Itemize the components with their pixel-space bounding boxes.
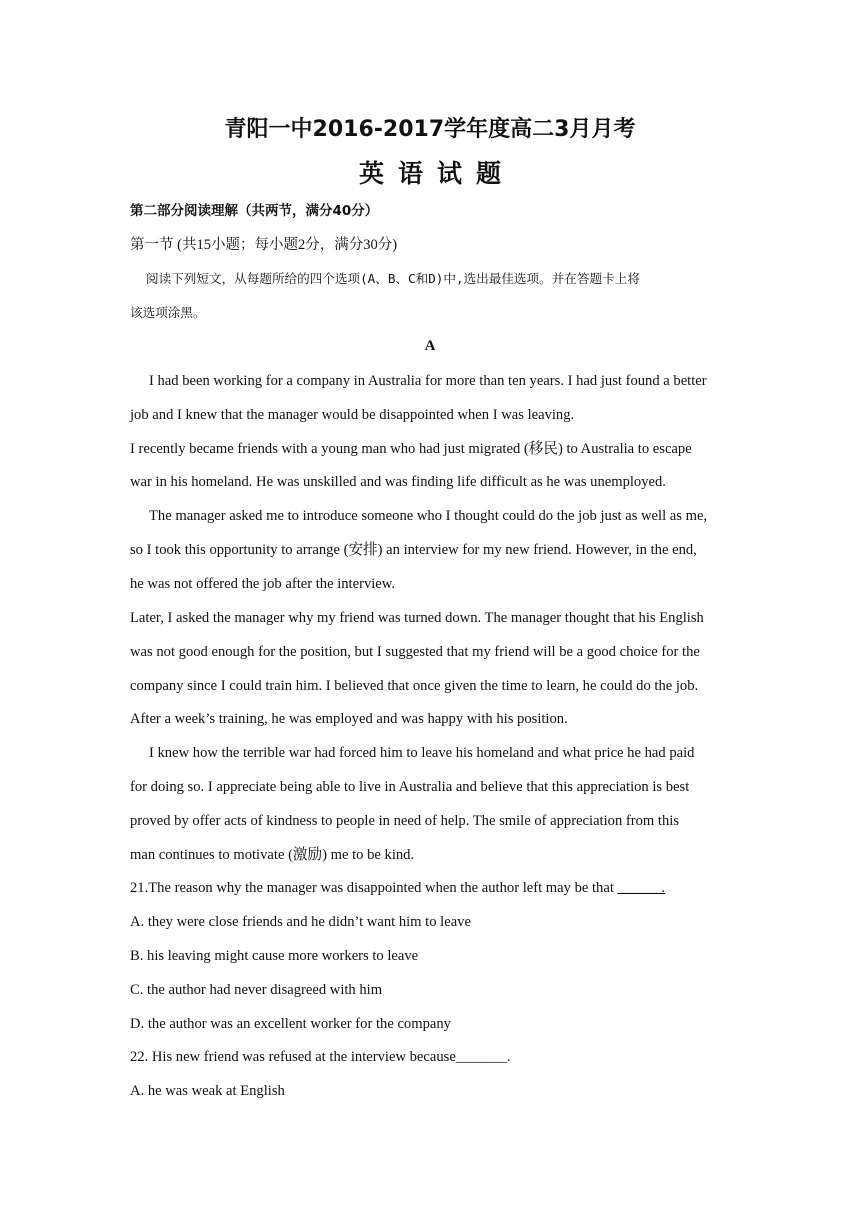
passage-line: Later, I asked the manager why my friend was turned down. The manager thought that his English — [130, 610, 704, 626]
section-part: 第一节 (共15小题；每小题2分，满分30分) — [130, 237, 398, 253]
question-21-blank: ______. — [617, 880, 665, 896]
passage-line: After a week’s training, he was employed and was happy with his position. — [130, 711, 568, 727]
question-21-option-b: B. his leaving might cause more workers to leave — [130, 948, 419, 964]
question-21-text: 21.The reason why the manager was disappointed when the author left may be that — [130, 880, 618, 896]
instruction-line-1: 阅读下列短文，从每题所给的四个选项(A、B、C和D)中,选出最佳选项。并在答题卡上将 — [146, 271, 640, 286]
exam-title: 青阳一中2016-2017学年度高二3月月考 — [224, 117, 636, 142]
passage-line: proved by offer acts of kindness to people in need of help. The smile of appreciation from this — [130, 813, 680, 829]
question-22-stem: 22. His new friend was refused at the interview because_______. — [130, 1049, 511, 1065]
passage-line: for doing so. I appreciate being able to live in Australia and believe that this appreciation is best — [130, 779, 690, 795]
passage-line: I recently became friends with a young man who had just migrated (移民) to Australia to escape — [130, 441, 692, 457]
passage-line: company since I could train him. I believed that once given the time to learn, he could do the job. — [130, 678, 699, 694]
question-21-option-c: C. the author had never disagreed with him — [130, 982, 383, 998]
section-heading: 第二部分阅读理解（共两节，满分40分） — [130, 203, 379, 219]
exam-subject: 英语试题 — [358, 159, 515, 188]
passage-line: The manager asked me to introduce someone who I thought could do the job just as well as me, — [149, 508, 708, 524]
passage-line: was not good enough for the position, but I suggested that my friend will be a good choice for the — [130, 644, 700, 660]
question-22-option-a: A. he was weak at English — [130, 1083, 285, 1099]
passage-letter: A — [424, 338, 436, 354]
passage-line: job and I knew that the manager would be disappointed when I was leaving. — [130, 407, 575, 423]
passage-line: war in his homeland. He was unskilled and was finding life difficult as he was unemployed. — [130, 474, 666, 490]
passage-line: he was not offered the job after the interview. — [130, 576, 396, 592]
question-21-option-a: A. they were close friends and he didn’t want him to leave — [130, 914, 471, 930]
passage-line: so I took this opportunity to arrange (安排) an interview for my new friend. However, in the end, — [130, 542, 697, 558]
passage-line: I knew how the terrible war had forced him to leave his homeland and what price he had paid — [149, 745, 695, 761]
question-21-stem — [130, 878, 665, 898]
instruction-line-2: 该选项涂黑。 — [130, 305, 206, 320]
passage-line: I had been working for a company in Australia for more than ten years. I had just found a better — [149, 373, 707, 389]
passage-line: man continues to motivate (激励) me to be kind. — [130, 847, 415, 863]
question-21-option-d: D. the author was an excellent worker for the company — [130, 1016, 451, 1032]
